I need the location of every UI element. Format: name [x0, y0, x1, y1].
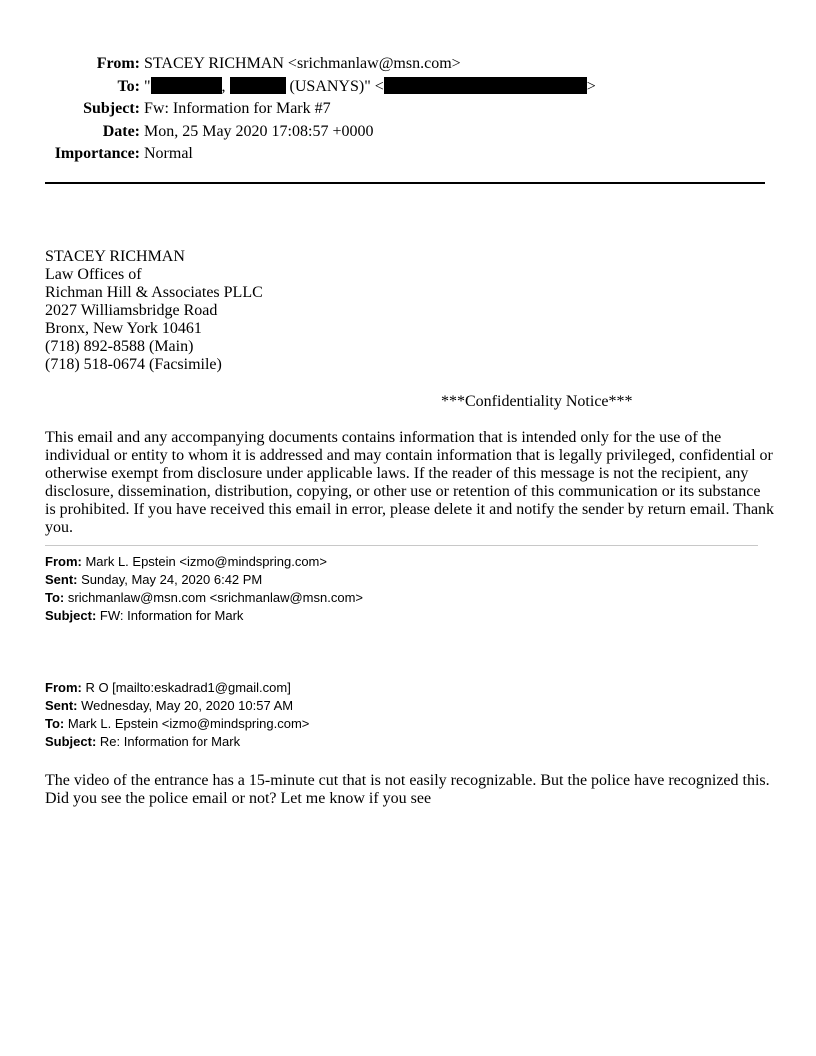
- fwd1-sent-label: Sent:: [45, 572, 78, 587]
- fwd1-from-label: From:: [45, 554, 82, 569]
- header-importance-value: Normal: [144, 145, 193, 162]
- fwd2-to-row: [45, 715, 309, 733]
- header-to-value: [144, 76, 596, 99]
- fwd1-to-value: srichmanlaw@msn.com <srichmanlaw@msn.com>: [64, 590, 363, 605]
- signature-line: 2027 Williamsbridge Road: [45, 302, 218, 319]
- header-subject-value: Fw: Information for Mark #7: [144, 100, 331, 117]
- forward-divider: [45, 545, 758, 546]
- header-date-label: Date:: [102, 122, 140, 140]
- fwd2-sent-label: Sent:: [45, 698, 78, 713]
- fwd2-to-value: Mark L. Epstein <izmo@mindspring.com>: [64, 716, 310, 731]
- message-line: Did you see the police email or not? Let me know if you see: [45, 790, 432, 807]
- header-from-label: From:: [96, 55, 140, 72]
- header-subject-label: Subject:: [83, 100, 140, 117]
- header-subject-row: [0, 98, 596, 121]
- fwd2-subject-row: [45, 733, 309, 751]
- fwd2-from-value: R O [mailto:eskadrad1@gmail.com]: [81, 680, 291, 695]
- fwd2-subject-value: Re: Information for Mark: [96, 734, 241, 749]
- signature-line: Law Offices of: [45, 266, 142, 283]
- fwd1-subject-value: FW: Information for Mark: [96, 608, 244, 623]
- fwd1-to-label: To:: [45, 590, 65, 605]
- header-importance-label: Importance:: [54, 145, 140, 162]
- signature-line: (718) 892-8588 (Main): [45, 338, 194, 355]
- signature-line: STACEY RICHMAN: [45, 248, 185, 265]
- forward-header-1: [45, 553, 363, 625]
- redaction-block: [151, 77, 222, 94]
- signature-block: [45, 248, 263, 374]
- fwd1-from-row: [45, 553, 363, 571]
- header-date-row: [0, 121, 596, 144]
- fwd2-subject-label: Subject:: [45, 734, 97, 749]
- message-line: The video of the entrance has a 15-minute cut that is not easily recognizable. But the police have recognized this.: [45, 772, 770, 789]
- fwd2-to-label: To:: [45, 716, 65, 731]
- signature-line: Bronx, New York 10461: [45, 320, 202, 337]
- forward-header-2: [45, 679, 309, 751]
- fwd2-from-label: From:: [45, 680, 82, 695]
- fwd2-sent-value: Wednesday, May 20, 2020 10:57 AM: [77, 698, 294, 713]
- header-importance-row: [0, 143, 596, 166]
- header-from-row: [0, 53, 596, 76]
- to-comma: ,: [221, 77, 226, 95]
- header-to-row: [0, 76, 596, 99]
- fwd1-sent-value: Sunday, May 24, 2020 6:42 PM: [77, 572, 263, 587]
- fwd1-subject-row: [45, 607, 363, 625]
- signature-line: Richman Hill & Associates PLLC: [45, 284, 263, 301]
- to-quote-open: ": [144, 77, 151, 95]
- fwd2-from-row: [45, 679, 309, 697]
- signature-line: (718) 518-0674 (Facsimile): [45, 356, 222, 373]
- redaction-block: [384, 77, 587, 94]
- email-header: [0, 53, 596, 166]
- fwd1-to-row: [45, 589, 363, 607]
- header-from-value: STACEY RICHMAN <srichmanlaw@msn.com>: [144, 55, 461, 72]
- message-body: [45, 772, 785, 808]
- fwd1-from-value: Mark L. Epstein <izmo@mindspring.com>: [81, 554, 327, 569]
- header-date-value: Mon, 25 May 2020 17:08:57 +0000: [144, 122, 374, 140]
- confidentiality-body: This email and any accompanying documents contains information that is intended only for the use of the individual or entity to whom it is addressed and may contain information that is legally privileged, confidential or otherwise exempt from disclosure under applicable laws. If the reader of this message is not the recipient, any disclosure, dissemination, distribution, copying, or other use or retention of this communication or its substance is prohibited. If you have received this email in error, please delete it and notify the sender by return email. Thank you.: [45, 429, 775, 536]
- header-divider: [45, 182, 765, 184]
- to-close: >: [586, 77, 596, 95]
- fwd1-sent-row: [45, 571, 363, 589]
- confidentiality-title: ***Confidentiality Notice***: [441, 393, 633, 410]
- fwd2-sent-row: [45, 697, 309, 715]
- fwd1-subject-label: Subject:: [45, 608, 97, 623]
- to-usanys: (USANYS)" <: [285, 77, 384, 95]
- header-to-label: To:: [117, 77, 140, 95]
- redaction-block: [230, 77, 286, 94]
